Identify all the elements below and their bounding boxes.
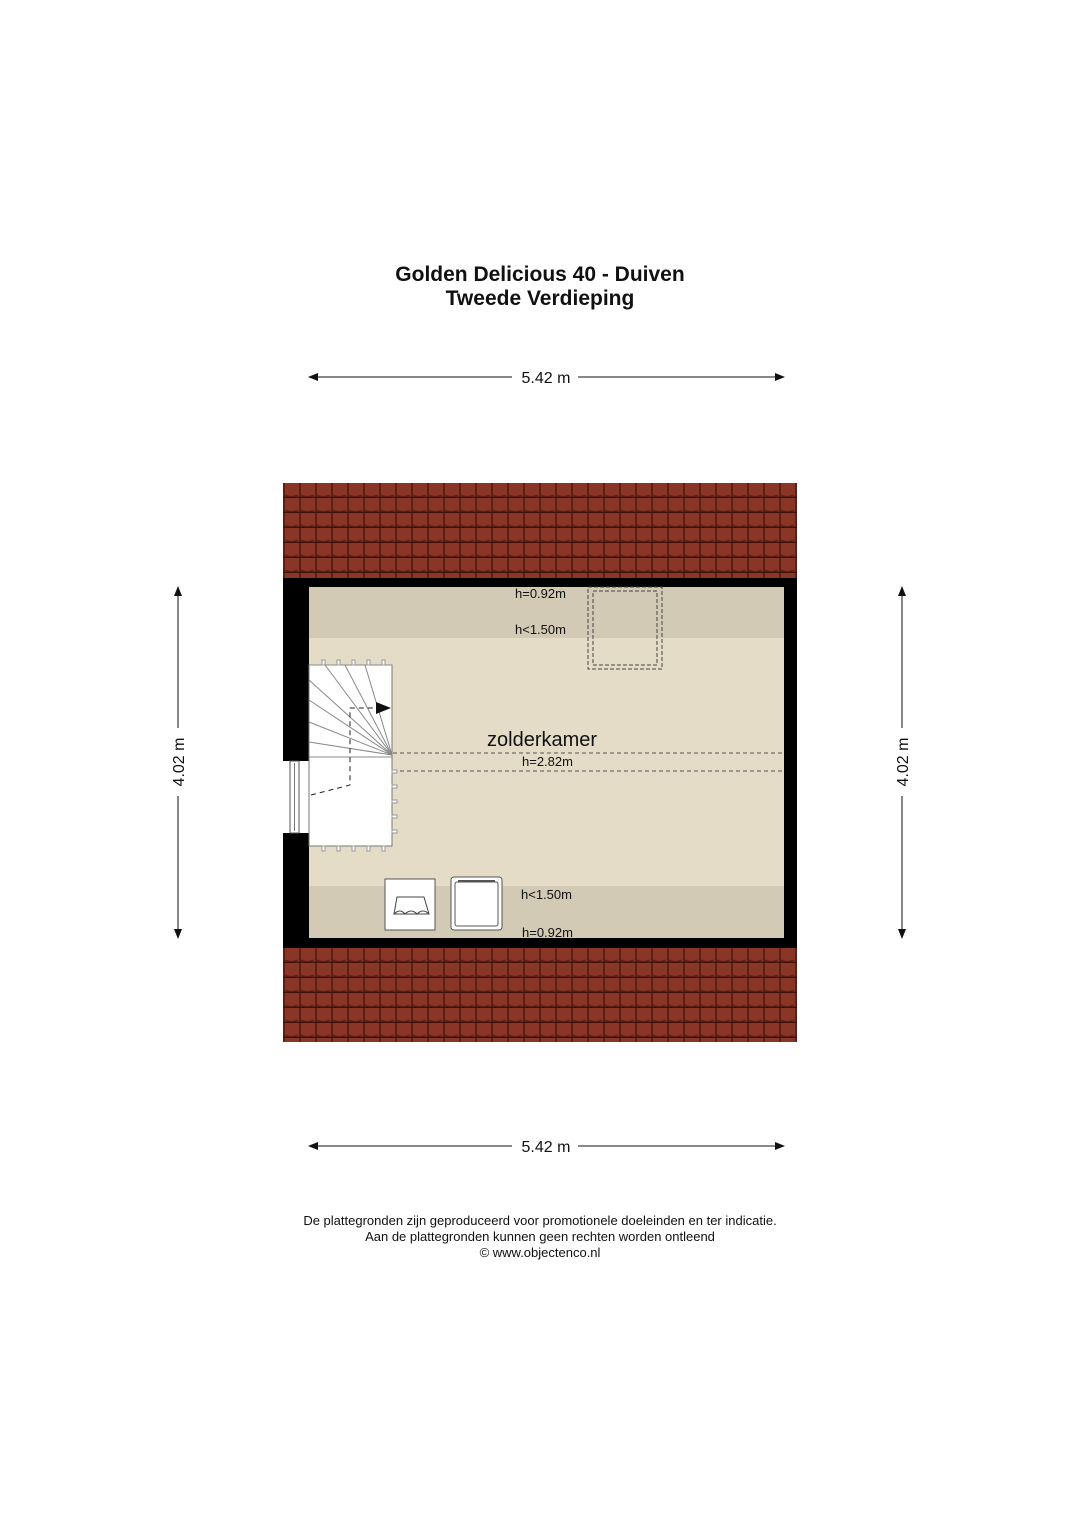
dimension-bottom-label: 5.42 m: [521, 1139, 571, 1156]
disclaimer-line-2: Aan de plattegronden kunnen geen rechten worden ontleend: [365, 1229, 715, 1244]
dimension-left-label: 4.02 m: [171, 737, 188, 787]
roof-bottom: [283, 947, 797, 1042]
height-label-bottom-slope: h<1.50m: [521, 887, 572, 902]
roof-top: [283, 483, 797, 579]
floor-name: Tweede Verdieping: [445, 287, 635, 310]
washing-machine-icon: [385, 879, 435, 930]
dimension-right-label: 4.02 m: [895, 737, 912, 787]
window: [290, 761, 299, 833]
disclaimer-line-1: De plattegronden zijn geproduceerd voor promotionele doeleinden en ter indicatie.: [303, 1213, 777, 1228]
height-label-top-slope: h<1.50m: [515, 622, 566, 637]
room-name: zolderkamer: [487, 729, 598, 751]
dimension-top: [309, 370, 784, 387]
dimension-top-label: 5.42 m: [521, 370, 571, 387]
height-label-bottom-edge: h=0.92m: [522, 925, 573, 940]
plan-title: Golden Delicious 40 - Duiven: [395, 263, 685, 286]
dimension-right: [895, 587, 912, 938]
dryer-icon: [451, 877, 502, 930]
staircase: [309, 660, 397, 851]
height-label-ridge: h=2.82m: [522, 754, 573, 769]
dimension-left: [171, 587, 188, 938]
height-label-top-edge: h=0.92m: [515, 586, 566, 601]
copyright-link[interactable]: © www.objectenco.nl: [479, 1245, 601, 1260]
dimension-bottom: [309, 1139, 784, 1156]
